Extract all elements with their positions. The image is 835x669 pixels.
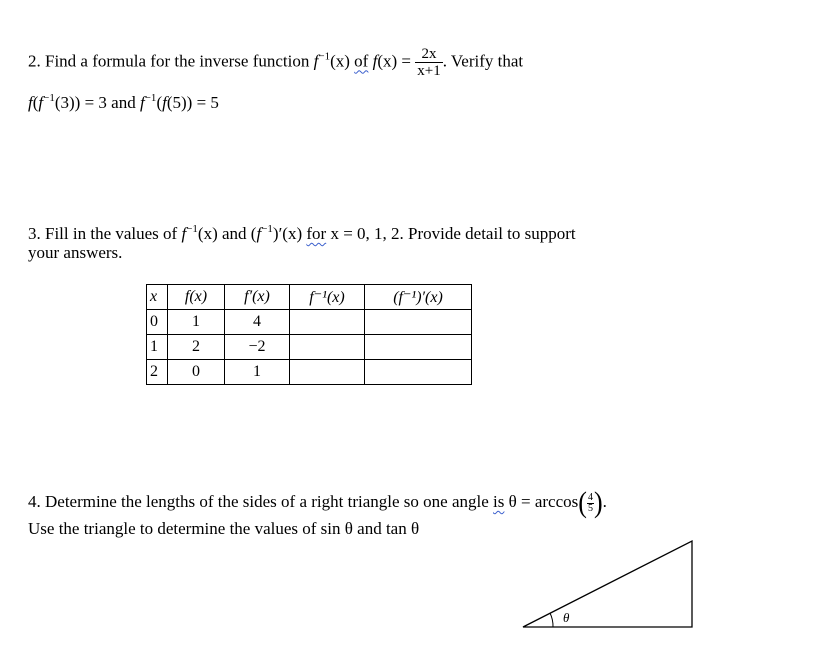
- table-header: f⁻¹(x): [290, 285, 365, 310]
- q2-verify: . Verify that: [442, 51, 524, 71]
- table-header-row: [147, 285, 472, 310]
- q2-finv-arg: (x): [330, 51, 350, 71]
- q3-line-2: your answers.: [28, 243, 123, 262]
- values-table: [146, 284, 472, 385]
- table-cell-answer[interactable]: [290, 335, 365, 360]
- q3-for: for: [306, 224, 327, 243]
- table-row: [147, 360, 472, 385]
- table-row: [147, 310, 472, 335]
- q2-line-1: [28, 46, 523, 79]
- theta-label: θ: [563, 610, 570, 625]
- f-symbol: f: [256, 224, 262, 243]
- table-cell: 2: [168, 335, 225, 360]
- table-row: [147, 335, 472, 360]
- q2-text: 2. Find a formula for the inverse function: [28, 51, 314, 71]
- table-cell: 1: [147, 335, 168, 360]
- table-header: x: [147, 285, 168, 310]
- f-symbol: f: [162, 93, 167, 112]
- table-cell-answer[interactable]: [365, 360, 472, 385]
- q2-line2-a: (3)) = 3 and: [54, 93, 140, 112]
- q2-fraction: [415, 46, 442, 79]
- q2-frac-num: 2x: [415, 46, 442, 63]
- f-symbol: f: [181, 224, 187, 243]
- f-symbol: f: [28, 93, 33, 112]
- table-cell: 1: [168, 310, 225, 335]
- q3-text-c: )′(x): [272, 224, 307, 243]
- q2-line2-b: (5)) = 5: [166, 93, 219, 112]
- q2-frac-den: x+1: [417, 63, 441, 79]
- f-symbol: f: [139, 93, 145, 112]
- q2-line-2: $f(f^{-1}(3)) = 3$ and $f^{-1}(f(5)) = 5$: [28, 92, 219, 112]
- inverse-superscript: −1: [144, 92, 157, 104]
- q4-period: .: [602, 491, 607, 511]
- f-symbol: f: [372, 51, 378, 71]
- inverse-superscript: −1: [261, 223, 273, 235]
- table-cell-answer[interactable]: [365, 335, 472, 360]
- inverse-superscript: −1: [318, 50, 331, 63]
- q4-line-2: Use the triangle to determine the values of sin θ and tan θ: [28, 519, 420, 538]
- q3-text: 3. Fill in the values of: [28, 224, 182, 243]
- triangle-shape: [523, 541, 692, 627]
- table-header: (f⁻¹)′(x): [365, 285, 472, 310]
- table-cell: −2: [225, 335, 290, 360]
- q3-text-b: (x) and (: [197, 224, 257, 243]
- q3-line-1: [28, 219, 576, 244]
- table-cell-answer[interactable]: [365, 310, 472, 335]
- table-cell: 2: [147, 360, 168, 385]
- table-header: f′(x): [225, 285, 290, 310]
- table-cell: 1: [225, 360, 290, 385]
- table-cell-answer[interactable]: [290, 310, 365, 335]
- f-symbol: f: [313, 51, 319, 71]
- table-cell-answer[interactable]: [290, 360, 365, 385]
- table-cell: 4: [225, 310, 290, 335]
- q2-of: of: [354, 51, 369, 71]
- table-cell: 0: [147, 310, 168, 335]
- right-paren: ): [593, 485, 603, 520]
- table-header: f(x): [168, 285, 225, 310]
- inverse-superscript: −1: [186, 223, 198, 235]
- q3-text-d: x = 0, 1, 2. Provide detail to support: [326, 224, 576, 243]
- q4-line-1: [28, 485, 607, 520]
- q4-frac-den: 5: [587, 502, 593, 514]
- right-triangle-diagram: [520, 538, 698, 630]
- f-symbol: f: [38, 93, 44, 112]
- inverse-superscript: −1: [43, 92, 55, 104]
- left-paren: (: [578, 485, 587, 520]
- q2-f-eq: (x) =: [377, 51, 416, 71]
- q4-text: 4. Determine the lengths of the sides of a right triangle so one angle: [28, 491, 494, 511]
- q4-text-b: θ = arccos: [504, 491, 579, 511]
- q4-frac-num: 4: [587, 491, 593, 503]
- table-cell: 0: [168, 360, 225, 385]
- q4-fraction: [587, 493, 594, 514]
- q4-is: is: [493, 491, 505, 511]
- angle-arc: [550, 613, 553, 627]
